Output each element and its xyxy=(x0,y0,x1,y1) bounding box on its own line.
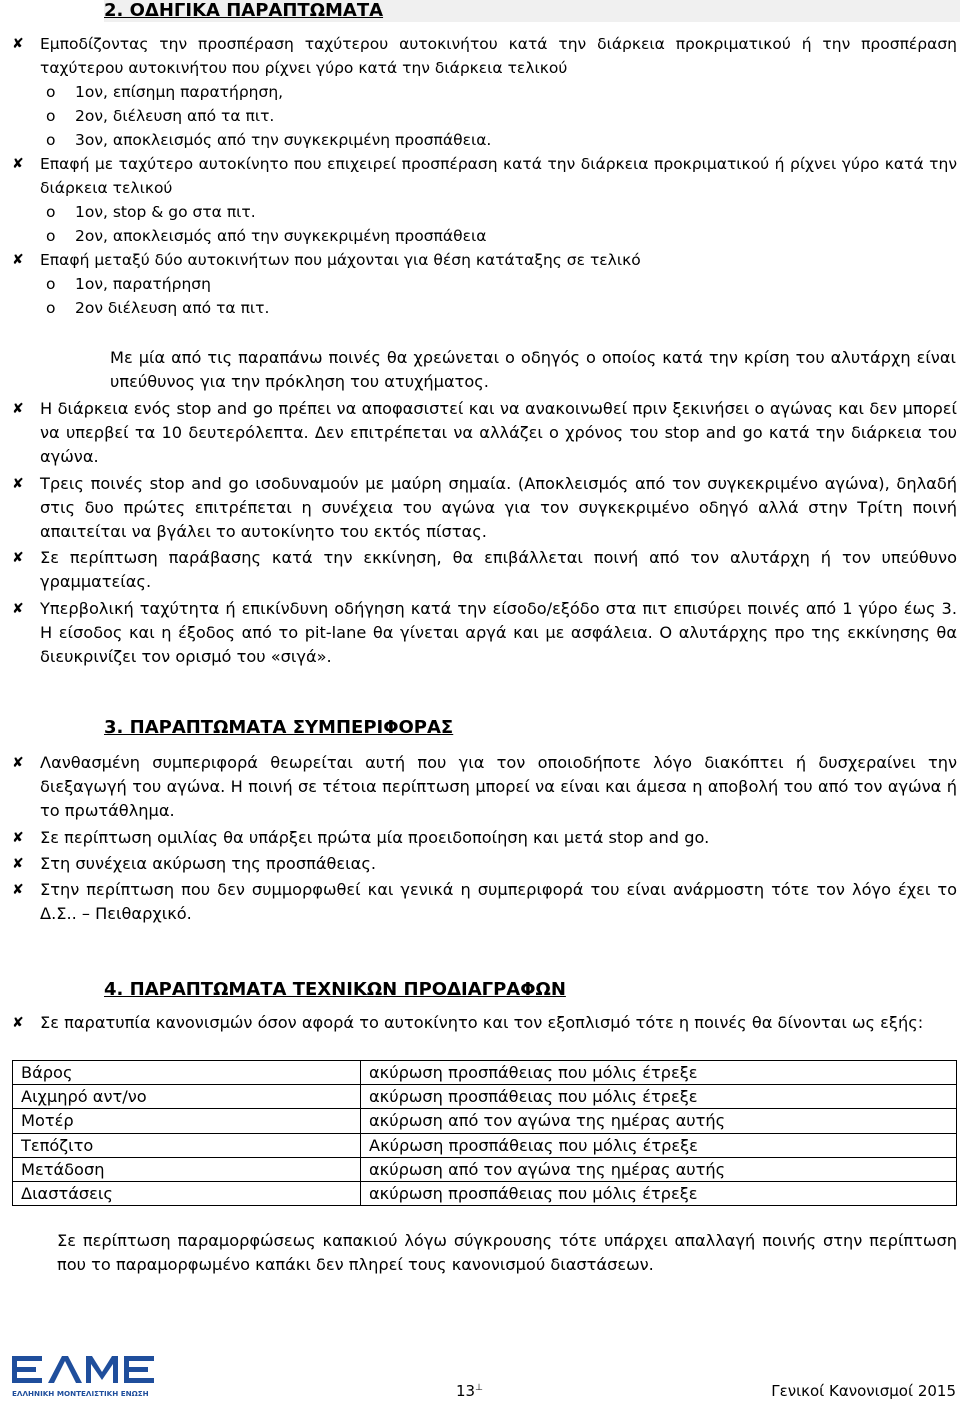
table-row xyxy=(13,1085,957,1109)
section-4-title: 4. ΠΑΡΑΠΤΩΜΑΤΑ ΤΕΧΝΙΚΩΝ ΠΡΟΔΙΑΓΡΑΦΩΝ xyxy=(104,979,566,1000)
section-2-title: 2. ΟΔΗΓΙΚΑ ΠΑΡΑΠΤΩΜΑΤΑ xyxy=(104,0,384,21)
cross-bullet-icon: ✘ xyxy=(12,600,24,617)
table-cell-item: Αιχμηρό αντ/νο xyxy=(13,1085,361,1109)
list-item: ✘ Εμποδίζοντας την προσπέραση ταχύτερου αυτοκινήτου κατά την διάρκεια προκριματικού ή την προσπέραση ταχύτερου αυτοκινήτου που ρίχνει γύρο κατά την διάρκεια τελικού xyxy=(12,32,957,80)
section-3-list xyxy=(12,751,957,928)
list-item: ✘ Υπερβολική ταχύτητα ή επικίνδυνη οδήγηση κατά την είσοδο/εξόδο στα πιτ επισύρει ποινές από 1 γύρο έως 3. Η είσοδος και η έξοδος από το pit-lane θα γίνεται αργά και με ασφάλεια. Ο αλυτάρχης προ της εκκίνησης θα διευκρινίζει τον ορισμό του «σιγά». xyxy=(12,598,957,667)
section-2-paragraph: Με μία από τις παραπάνω ποινές θα χρεώνεται ο οδηγός ο οποίος κατά την κρίση του αλυτάρχη είναι υπεύθυνος για την πρόκληση του ατυχήματος. xyxy=(110,348,956,391)
table-cell-penalty: ακύρωση προσπάθειας που μόλις έτρεξε xyxy=(361,1061,957,1085)
circle-bullet-icon: o xyxy=(46,83,56,101)
cross-bullet-icon: ✘ xyxy=(12,156,24,172)
list-item: ✘ Σε παρατυπία κανονισμών όσον αφορά το αυτοκίνητο και τον εξοπλισμό τότε η ποινές θα δίνονται ως εξής: xyxy=(12,1011,957,1035)
logo-subtitle: ΕΛΛΗΝΙΚΗ ΜΟΝΤΕΛΙΣΤΙΚΗ ΕΝΩΣΗ xyxy=(12,1389,149,1398)
table-row xyxy=(13,1061,957,1085)
table-cell-item: Τεπόζιτο xyxy=(13,1133,361,1157)
list-item: ✘ Επαφή μεταξύ δύο αυτοκινήτων που μάχονται για θέση κατάταξης σε τελικό xyxy=(12,248,957,272)
section-2-heading xyxy=(104,0,960,22)
table-cell-item: Βάρος xyxy=(13,1061,361,1085)
table-row xyxy=(13,1133,957,1157)
section-2-list-continued xyxy=(12,397,957,671)
list-item: ✘ Η διάρκεια ενός stop and go πρέπει να αποφασιστεί και να ανακοινωθεί πριν ξεκινήσει ο αγώνας και δεν μπορεί να υπερβεί τα 10 δευτερόλεπτα. Δεν επιτρέπεται να αλλάζει ο χρόνος του stop and go κατά την διάρκεια του αγώνα. xyxy=(12,399,957,467)
circle-bullet-icon: o xyxy=(46,203,56,221)
document-title: Γενικοί Κανονισμοί 2015 xyxy=(771,1382,956,1400)
list-item: ✘ Στη συνέχεια ακύρωση της προσπάθειας. xyxy=(12,852,957,876)
sub-list-item: o 1ον, stop & go στα πιτ. xyxy=(12,200,957,224)
table-cell-penalty: ακύρωση από τον αγώνα της ημέρας αυτής xyxy=(361,1157,957,1181)
section-4-heading xyxy=(104,979,566,1000)
sub-list-item: o 1ον, παρατήρηση xyxy=(12,272,957,296)
section-4-paragraph: Σε περίπτωση παραμορφώσεως καπακιού λόγω σύγκρουσης τότε υπάρχει απαλλαγή ποινής στην περίπτωση που το παραμορφωμένο καπάκι δεν πληρεί τους κανονισμού διαστάσεων. xyxy=(57,1231,957,1274)
section-3-heading xyxy=(104,717,453,738)
list-item: ✘ Επαφή με ταχύτερο αυτοκίνητο που επιχειρεί προσπέραση κατά την διάρκεια προκριματικού ή ρίχνει γύρο κατά την διάρκεια τελικού xyxy=(12,152,957,200)
table-cell-item: Διαστάσεις xyxy=(13,1181,361,1205)
cross-bullet-icon: ✘ xyxy=(12,252,24,268)
table-cell-penalty: ακύρωση προσπάθειας που μόλις έτρεξε xyxy=(361,1085,957,1109)
table-cell-penalty: ακύρωση από τον αγώνα της ημέρας αυτής xyxy=(361,1109,957,1133)
cross-bullet-icon: ✘ xyxy=(12,882,24,899)
table-cell-item: Μοτέρ xyxy=(13,1109,361,1133)
circle-bullet-icon: o xyxy=(46,275,56,293)
elme-logo xyxy=(10,1352,160,1402)
list-item: ✘ Στην περίπτωση που δεν συμμορφωθεί και γενικά η συμπεριφορά του είναι ανάρμοστη τότε τον λόγο έχει το Δ.Σ.. – Πειθαρχικό. xyxy=(12,880,957,924)
table-row xyxy=(13,1157,957,1181)
sub-list-item: o 2ον, διέλευση από τα πιτ. xyxy=(12,104,957,128)
sub-list-item: o 2ον διέλευση από τα πιτ. xyxy=(12,296,957,320)
circle-bullet-icon: o xyxy=(46,131,56,149)
section-2-list xyxy=(12,32,957,320)
cross-bullet-icon: ✘ xyxy=(12,401,24,417)
table-cell-penalty: Ακύρωση προσπάθειας που μόλις έτρεξε xyxy=(361,1133,957,1157)
table-row xyxy=(13,1109,957,1133)
sub-list-item: o 2ον, αποκλεισμός από την συγκεκριμένη προσπάθεια xyxy=(12,224,957,248)
list-item: ✘ Λανθασμένη συμπεριφορά θεωρείται αυτή που για τον οποιοδήποτε λόγο διακόπτει ή δυσχεραίνει την διεξαγωγή του αγώνα. Η ποινή σε τέτοια περίπτωση μπορεί να είναι και άμεσα η αποβολή του από τον αγώνα ή το πρωτάθλημα. xyxy=(12,753,957,821)
cross-bullet-icon: ✘ xyxy=(12,755,24,771)
list-item: ✘ Σε περίπτωση ομιλίας θα υπάρξει πρώτα μία προειδοποίηση και μετά stop and go. xyxy=(12,826,957,850)
cross-bullet-icon: ✘ xyxy=(12,550,24,567)
circle-bullet-icon: o xyxy=(46,107,56,125)
table-cell-item: Μετάδοση xyxy=(13,1157,361,1181)
cross-bullet-icon: ✘ xyxy=(12,1015,24,1031)
section-4-list xyxy=(12,1011,957,1037)
table-row xyxy=(13,1181,957,1205)
list-item: ✘ Σε περίπτωση παράβασης κατά την εκκίνηση, θα επιβάλλεται ποινή από τον αλυτάρχη ή τον υπεύθυνο γραμματείας. xyxy=(12,548,957,592)
sub-list-item: o 1ον, επίσημη παρατήρηση, xyxy=(12,80,957,104)
cross-bullet-icon: ✘ xyxy=(12,855,24,872)
circle-bullet-icon: o xyxy=(46,299,56,317)
table-cell-penalty: ακύρωση προσπάθειας που μόλις έτρεξε xyxy=(361,1181,957,1205)
list-item: ✘ Τρεις ποινές stop and go ισοδυναμούν με μαύρη σημαία. (Αποκλεισμός από τον συγκεκριμένο αγώνα), δηλαδή στις δυο πρώτες επιτρέπεται η συνέχεια του αγώνα για τον συγκεκριμένο οδηγό αλλά στην Τρίτη ποινή απαιτείται να βγάλει το αυτοκίνητο του εκτός πίστας. xyxy=(12,473,957,542)
page-number: 13⊥ xyxy=(456,1382,483,1400)
cross-bullet-icon: ✘ xyxy=(12,36,24,52)
section-3-title: 3. ΠΑΡΑΠΤΩΜΑΤΑ ΣΥΜΠΕΡΙΦΟΡΑΣ xyxy=(104,717,454,738)
penalty-table xyxy=(12,1060,957,1206)
cross-bullet-icon: ✘ xyxy=(12,475,24,492)
circle-bullet-icon: o xyxy=(46,227,56,245)
cross-bullet-icon: ✘ xyxy=(12,829,24,846)
sub-list-item: o 3ον, αποκλεισμός από την συγκεκριμένη προσπάθεια. xyxy=(12,128,957,152)
